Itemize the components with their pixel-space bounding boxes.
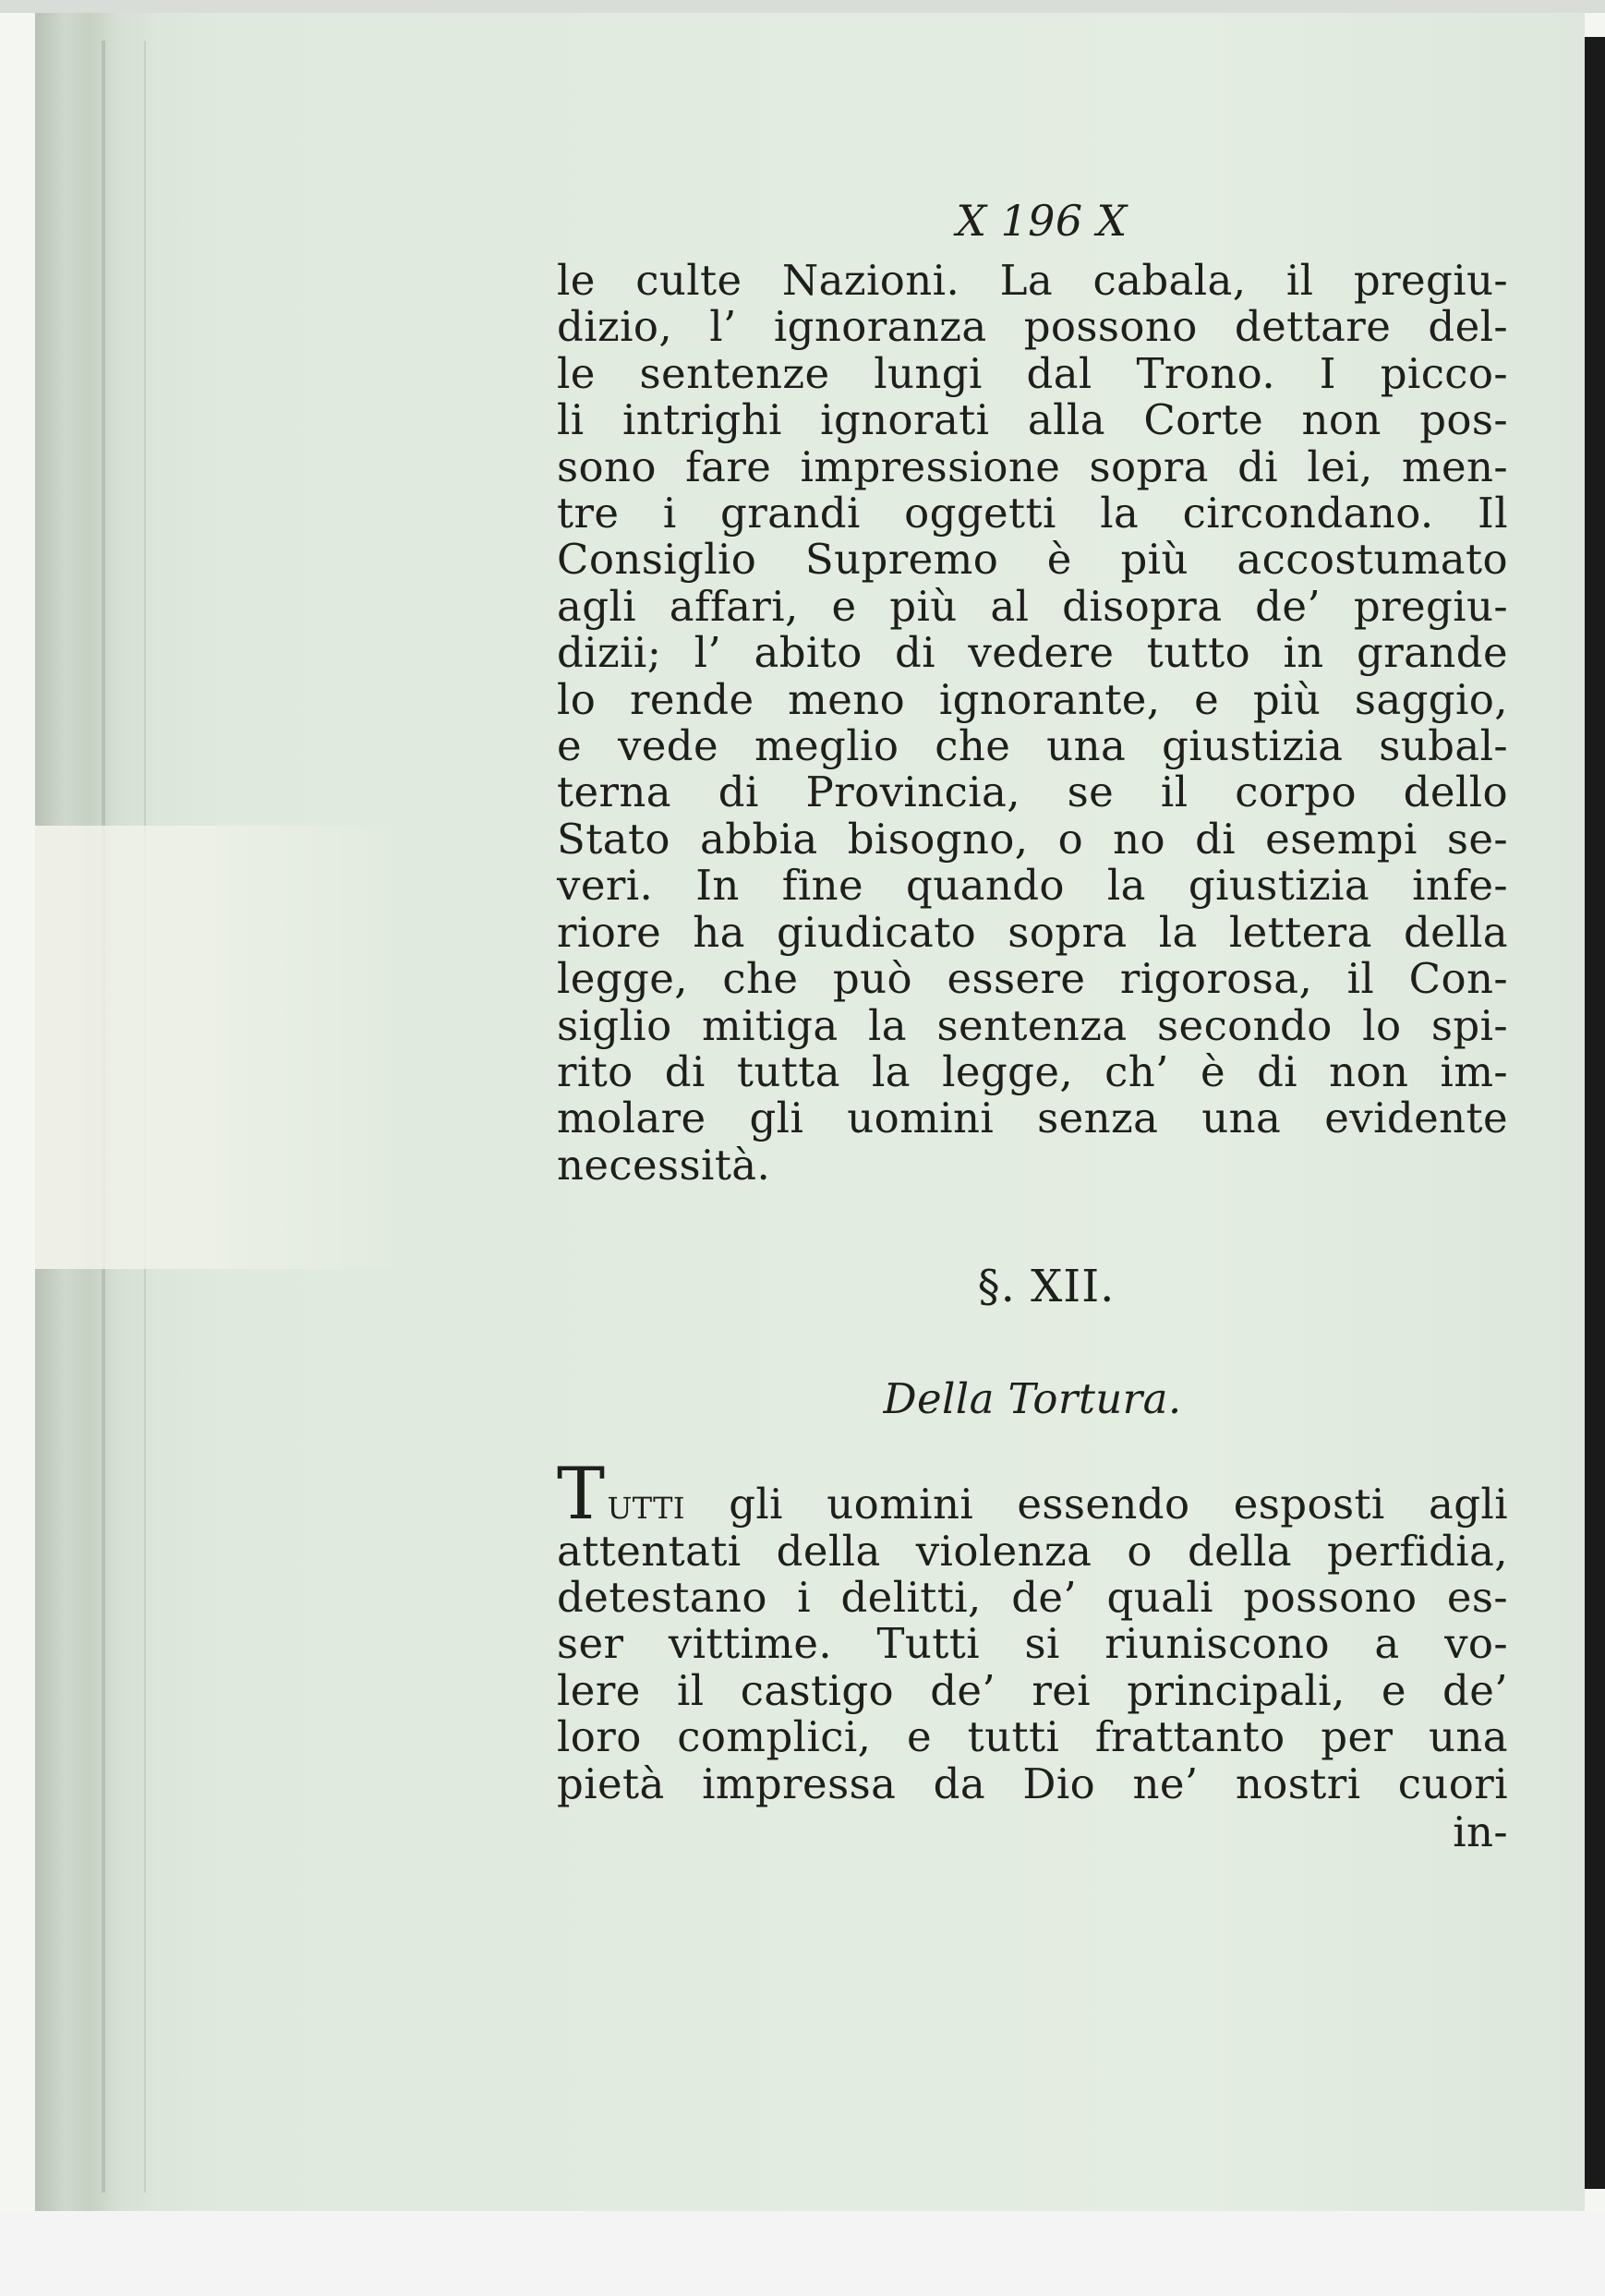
text-line: Consiglio Supremo è più accostumato [557, 535, 1508, 585]
paragraph-section-start [557, 1453, 1508, 1808]
text-line: lere il castigo de’ rei principali, e de’ [557, 1665, 1508, 1715]
section-number: §. XII. [977, 1261, 1116, 1313]
text-line: veri. In fine quando la giustizia infe- [557, 861, 1508, 911]
text-line: li intrighi ignorati alla Corte non pos- [557, 395, 1508, 445]
text-line: necessità. [557, 1140, 771, 1190]
text-line: ser vittime. Tutti si riuniscono a vo- [557, 1619, 1508, 1669]
text-line: rito di tutta la legge, ch’ è di non im- [557, 1046, 1508, 1096]
text-line: siglio mitiga la sentenza secondo lo spi- [557, 1000, 1508, 1050]
text-line: lo rende meno ignorante, e più saggio, [557, 674, 1508, 724]
running-head-page-number: X 196 X [956, 196, 1128, 246]
drop-cap: T [557, 1453, 606, 1537]
text-line: tre i grandi oggetti la circondano. Il [557, 489, 1508, 538]
text-line: legge, che può essere rigorosa, il Con- [557, 954, 1508, 1004]
scan-top-border [0, 0, 1605, 13]
text-line: e vede meglio che una giustizia subal- [557, 721, 1508, 771]
text-line: terna di Provincia, se il corpo dello [557, 767, 1508, 817]
text-line: agli affari, e più al disopra de’ pregiu- [557, 581, 1508, 631]
text-line: riore ha giudicato sopra la lettera della [557, 907, 1508, 957]
catchword: in- [1453, 1807, 1508, 1856]
page-text-block [557, 193, 1508, 1855]
text-line: dizio, l’ ignoranza possono dettare del- [557, 302, 1508, 352]
scan-right-shadow [1585, 37, 1605, 2189]
text-line: dizii; l’ abito di vedere tutto in grande [557, 628, 1508, 678]
first-word-small-caps: utti [607, 1480, 685, 1529]
text-line: detestano i delitti, de’ quali possono es- [557, 1572, 1508, 1622]
text-line: pietà impressa da Dio ne’ nostri cuori [557, 1758, 1508, 1808]
book-page [35, 13, 1585, 2211]
paragraph-continued [557, 258, 1508, 1189]
text-line: le sentenze lungi dal Trono. I picco- [557, 348, 1508, 398]
text-line: molare gli uomini senza una evidente [557, 1094, 1508, 1143]
text-line: attentati della violenza o della perfidia, [557, 1526, 1508, 1576]
text-line [685, 1481, 1508, 1528]
scan-bottom-border [0, 2212, 1605, 2296]
discolored-paper-area [35, 826, 423, 1269]
text-line: Stato abbia bisogno, o no di esempi se- [557, 814, 1508, 864]
first-line [557, 1453, 1508, 1537]
text-line: sono fare impressione sopra di lei, men- [557, 441, 1508, 491]
text-line: loro complici, e tutti frattanto per una [557, 1712, 1508, 1762]
first-line-text: gli uomini essendo esposti agli [729, 1480, 1508, 1529]
text-line: le culte Nazioni. La cabala, il pregiu- [557, 256, 1508, 305]
section-title: Della Tortura. [883, 1374, 1182, 1424]
